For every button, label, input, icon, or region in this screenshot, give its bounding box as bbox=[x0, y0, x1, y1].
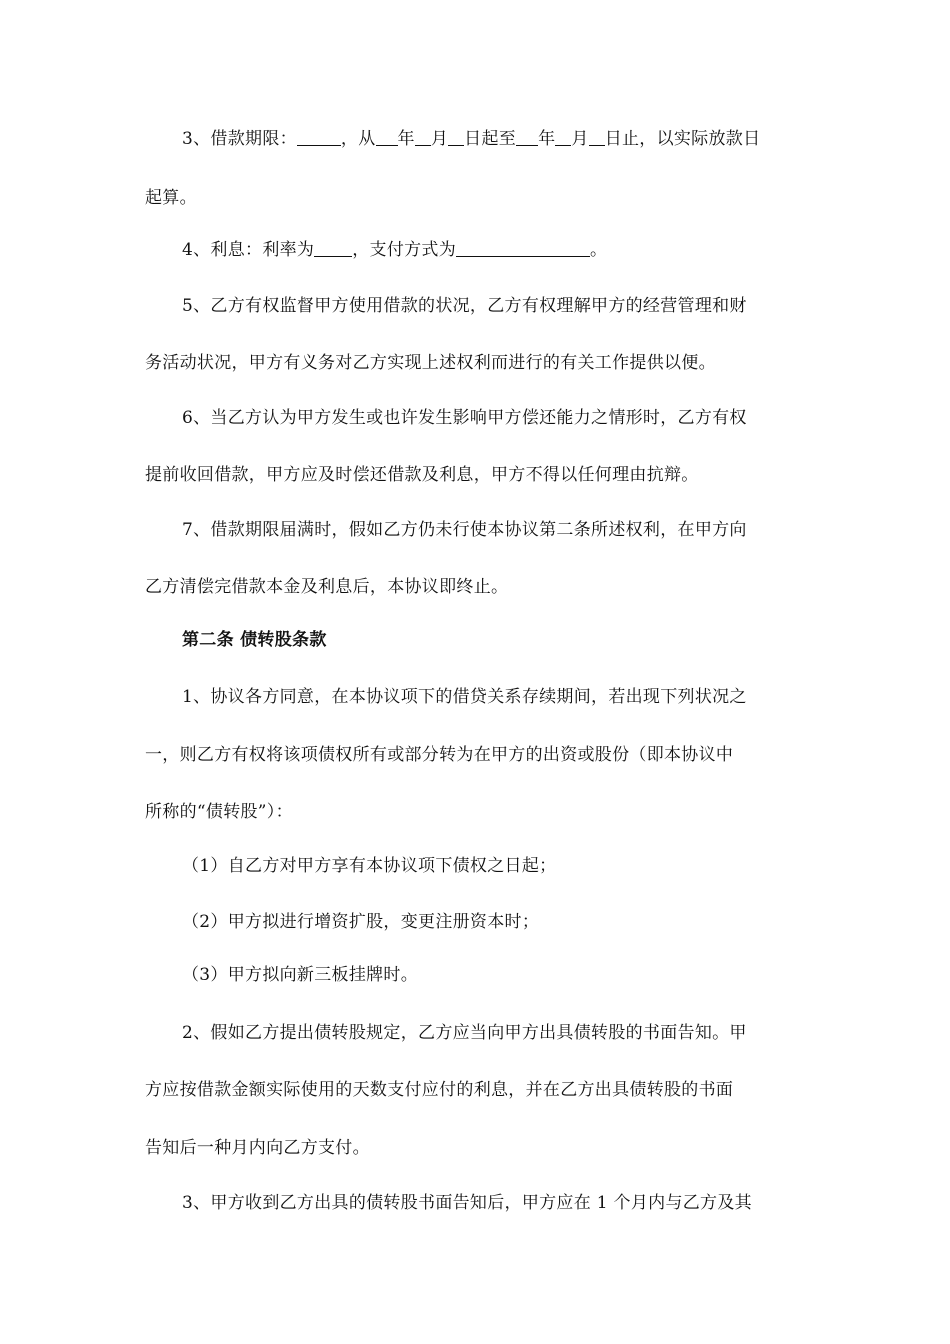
clause-loan-term bbox=[182, 128, 815, 150]
text: 3、借款期限： bbox=[182, 129, 297, 149]
paragraph-line: 所称的“债转股”）： bbox=[145, 802, 293, 822]
text: 月 bbox=[571, 129, 589, 149]
blank-field bbox=[376, 129, 398, 146]
blank-field bbox=[589, 129, 605, 146]
paragraph-line: 起算。 bbox=[145, 188, 197, 208]
paragraph-line: 7、借款期限届满时，假如乙方仍未行使本协议第二条所述权利，在甲方向 bbox=[182, 520, 747, 540]
list-item: （3）甲方拟向新三板挂牌时。 bbox=[182, 965, 419, 985]
text: 年 bbox=[538, 129, 556, 149]
paragraph-line: 提前收回借款，甲方应及时偿还借款及利息，甲方不得以任何理由抗辩。 bbox=[145, 465, 699, 485]
blank-field bbox=[448, 129, 464, 146]
clause-interest bbox=[182, 239, 815, 261]
section-heading: 第二条 债转股条款 bbox=[182, 630, 327, 650]
list-item: （1）自乙方对甲方享有本协议项下债权之日起； bbox=[182, 856, 557, 876]
paragraph-line: 5、乙方有权监督甲方使用借款的状况，乙方有权理解甲方的经营管理和财 bbox=[182, 296, 747, 316]
paragraph-line: 2、假如乙方提出债转股规定，乙方应当向甲方出具债转股的书面告知。甲 bbox=[182, 1023, 747, 1043]
paragraph-line: 乙方清偿完借款本金及利息后，本协议即终止。 bbox=[145, 577, 509, 597]
paragraph-line: 3、甲方收到乙方出具的债转股书面告知后，甲方应在 1 个月内与乙方及其 bbox=[182, 1193, 752, 1213]
blank-field bbox=[297, 129, 341, 146]
text: 日止，以实际放款日 bbox=[604, 129, 761, 149]
list-item: （2）甲方拟进行增资扩股，变更注册资本时； bbox=[182, 912, 540, 932]
blank-field bbox=[516, 129, 538, 146]
blank-field bbox=[314, 240, 352, 257]
paragraph-line: 1、协议各方同意，在本协议项下的借贷关系存续期间，若出现下列状况之 bbox=[182, 687, 747, 707]
paragraph-line: 一，则乙方有权将该项债权所有或部分转为在甲方的出资或股份（即本协议中 bbox=[145, 745, 734, 765]
blank-field bbox=[456, 240, 590, 257]
text: 日起至 bbox=[464, 129, 517, 149]
text: 。 bbox=[590, 240, 608, 260]
paragraph-line: 务活动状况，甲方有义务对乙方实现上述权利而进行的有关工作提供以便。 bbox=[145, 353, 716, 373]
text: 月 bbox=[430, 129, 449, 149]
text: ，从 bbox=[340, 129, 376, 149]
paragraph-line: 告知后一种月内向乙方支付。 bbox=[145, 1138, 370, 1158]
blank-field bbox=[555, 129, 571, 146]
paragraph-line: 方应按借款金额实际使用的天数支付应付的利息，并在乙方出具债转股的书面 bbox=[145, 1080, 734, 1100]
text: 4、利息：利率为 bbox=[182, 240, 315, 260]
blank-field bbox=[415, 129, 431, 146]
text: 年 bbox=[397, 129, 415, 149]
text: ，支付方式为 bbox=[352, 240, 457, 260]
paragraph-line: 6、当乙方认为甲方发生或也许发生影响甲方偿还能力之情形时，乙方有权 bbox=[182, 408, 747, 428]
